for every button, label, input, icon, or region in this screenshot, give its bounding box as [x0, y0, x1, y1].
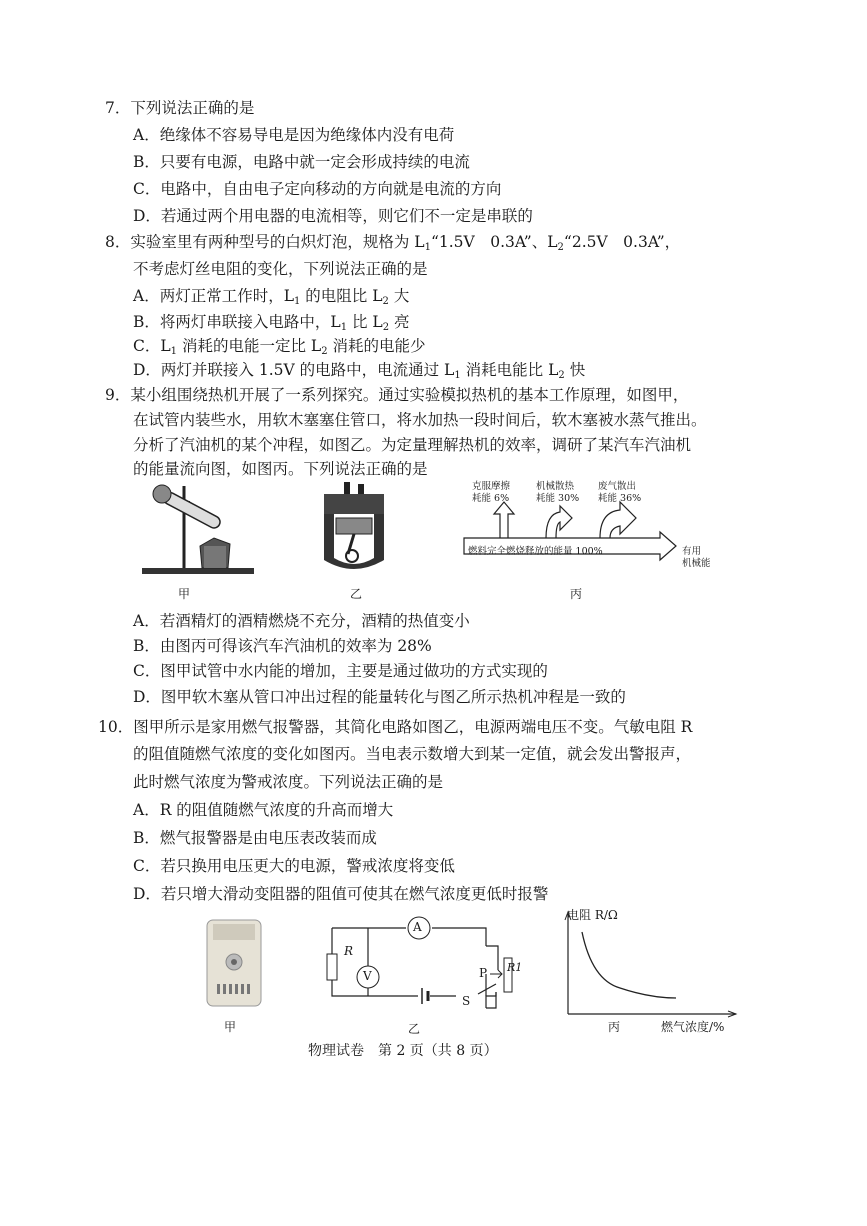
q9-stem-line1: 9．某小组围绕热机开展了一系列探究。通过实验模拟热机的基本工作原理，如图甲， — [105, 386, 689, 404]
graph-ylabel: 电阻 R/Ω — [567, 908, 618, 922]
q7-option-d: D．若通过两个用电器的电流相等，则它们不一定是串联的 — [133, 207, 533, 225]
energy-exhaust-label: 废气散出 耗能 36% — [598, 481, 642, 504]
circuit-slider-label: P — [479, 966, 488, 980]
q10-figure-yi-circuit — [318, 914, 528, 1018]
q9-stem-line3: 分析了汽油机的某个冲程，如图乙。为定量理解热机的效率，调研了某汽车汽油机 — [133, 436, 692, 454]
q8-stem: 8．实验室里有两种型号的白炽灯泡，规格为 $L_1“1.5V$ 0.3A”、$L_2“2.5V$ 0.3A”， — [105, 233, 681, 253]
q10-option-c: C．若只换用电压更大的电源，警戒浓度将变低 — [133, 857, 455, 875]
q8-option-d: D．两灯并联接入 1.5V 的电路中，电流通过 $L_1$ 消耗电能比 $L_2$ 快 — [133, 361, 586, 381]
q9-option-b: B．由图丙可得该汽车汽油机的效率为 28% — [133, 637, 432, 655]
q10-option-b: B．燃气报警器是由电压表改装而成 — [133, 829, 377, 847]
circuit-voltmeter-label: V — [363, 969, 372, 983]
q10-option-d: D．若只增大滑动变阻器的阻值可使其在燃气浓度更低时报警 — [133, 885, 549, 903]
energy-input-label: 燃料完全燃烧释放的能量 100% — [468, 546, 603, 557]
q7-option-a: A．绝缘体不容易导电是因为绝缘体内没有电荷 — [133, 126, 455, 144]
q10-figure-yi-label: 乙 — [408, 1022, 421, 1036]
q9-stem-line4: 的能量流向图，如图丙。下列说法正确的是 — [133, 460, 428, 478]
q9-figure-yi-label: 乙 — [350, 587, 363, 601]
q8-stem-line2: 不考虑灯丝电阻的变化，下列说法正确的是 — [133, 260, 428, 278]
q10-figure-jia-alarm — [205, 918, 263, 1010]
energy-friction-label: 克服摩擦 耗能 6% — [472, 481, 511, 504]
circuit-switch-label: S — [462, 994, 471, 1008]
q9-figure-jia-label: 甲 — [178, 587, 191, 601]
q10-stem-line3: 此时燃气浓度为警戒浓度。下列说法正确的是 — [133, 773, 444, 791]
q8-option-c: C．$L_1$ 消耗的电能一定比 $L_2$ 消耗的电能少 — [133, 337, 426, 357]
q9-figure-jia — [140, 480, 260, 576]
q9-option-d: D．图甲软木塞从管口冲出过程的能量转化与图乙所示热机冲程是一致的 — [133, 688, 626, 706]
circuit-resistor-label: R — [344, 944, 354, 958]
q10-figure-jia-label: 甲 — [224, 1020, 237, 1034]
q10-stem-line2: 的阻值随燃气浓度的变化如图丙。当电表示数增大到某一定值，就会发出警报声， — [133, 745, 692, 763]
graph-xlabel: 燃气浓度/% — [661, 1020, 725, 1034]
q9-option-c: C．图甲试管中水内能的增加，主要是通过做功的方式实现的 — [133, 662, 548, 680]
q10-figure-bing-label: 丙 — [608, 1020, 621, 1034]
q10-figure-bing-graph — [560, 910, 740, 1020]
q10-option-a: A．R 的阻值随燃气浓度的升高而增大 — [133, 801, 394, 819]
page-footer: 物理试卷 第 2 页（共 8 页） — [308, 1043, 498, 1059]
q10-stem-line1: 10．图甲所示是家用燃气报警器，其简化电路如图乙，电源两端电压不变。气敏电阻 R — [98, 718, 693, 736]
q7-stem: 7．下列说法正确的是 — [105, 99, 255, 117]
q9-figure-yi — [318, 480, 390, 576]
circuit-ammeter-label: A — [413, 920, 422, 934]
q9-stem-line2: 在试管内装些水，用软木塞塞住管口，将水加热一段时间后，软木塞被水蒸气推出。 — [133, 411, 707, 429]
energy-useful-label: 有用 机械能 — [682, 546, 711, 569]
q8-option-a: A．两灯正常工作时，$L_1$ 的电阻比 $L_2$ 大 — [133, 287, 410, 307]
q9-option-a: A．若酒精灯的酒精燃烧不充分，酒精的热值变小 — [133, 612, 470, 630]
energy-heat-label: 机械散热 耗能 30% — [536, 481, 580, 504]
q8-option-b: B．将两灯串联接入电路中，$L_1$ 比 $L_2$ 亮 — [133, 313, 410, 333]
q7-option-c: C．电路中，自由电子定向移动的方向就是电流的方向 — [133, 180, 502, 198]
q9-figure-bing-label: 丙 — [570, 587, 583, 601]
circuit-rheostat-label: R1 — [507, 961, 523, 974]
q7-option-b: B．只要有电源，电路中就一定会形成持续的电流 — [133, 153, 470, 171]
